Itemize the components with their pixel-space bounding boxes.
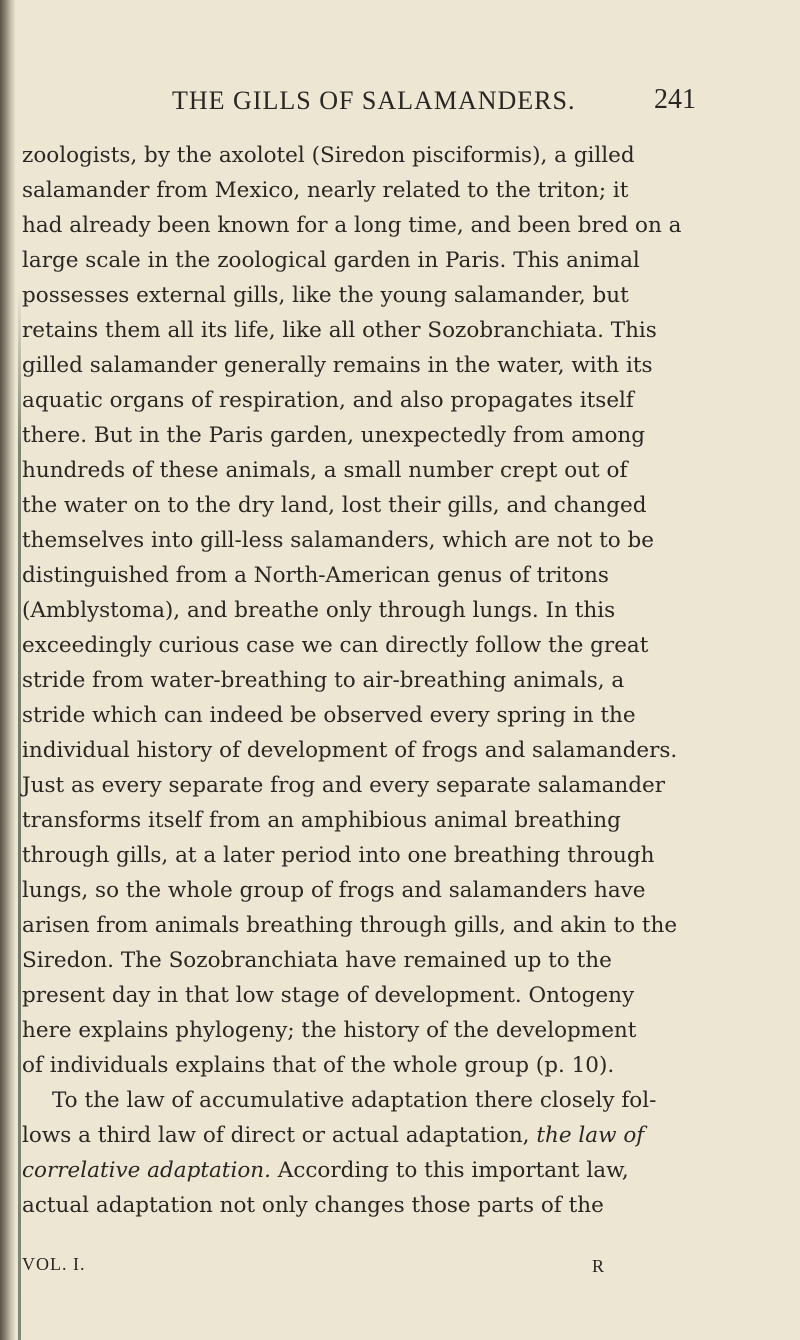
running-title: THE GILLS OF SALAMANDERS. [172, 86, 576, 115]
volume-mark: VOL. I. [22, 1254, 86, 1274]
running-head [22, 84, 792, 124]
text-line: actual adaptation not only changes those parts of the [22, 1193, 604, 1218]
signature-mark: R [592, 1256, 605, 1276]
text-line: large scale in the zoological garden in Paris. This animal [22, 248, 640, 273]
text-segment: lows a third law of direct or actual adaptation, [22, 1123, 530, 1148]
text-line-mixed [22, 1153, 792, 1188]
text-line: zoologists, by the axolotel (Siredon pisciformis), a gilled [22, 143, 635, 168]
text-line: individual history of development of frogs and salamanders. [22, 738, 678, 763]
page-number: 241 [654, 84, 696, 115]
text-line: arisen from animals breathing through gills, and akin to the [22, 913, 678, 938]
text-line: (Amblystoma), and breathe only through lungs. In this [22, 598, 616, 623]
binding-edge [18, 290, 21, 1340]
text-line: lungs, so the whole group of frogs and salamanders have [22, 878, 646, 903]
text-line: aquatic organs of respiration, and also propagates itself [22, 388, 634, 413]
text-line: of individuals explains that of the whole group (p. 10). [22, 1053, 615, 1078]
text-line: retains them all its life, like all other Sozobranchiata. This [22, 318, 657, 343]
paragraph-start-line: To the law of accumulative adaptation there closely fol- [52, 1088, 657, 1113]
text-line: possesses external gills, like the young salamander, but [22, 283, 629, 308]
binding-gutter-shadow [0, 0, 16, 1340]
text-line: present day in that low stage of development. Ontogeny [22, 983, 635, 1008]
text-line: the water on to the dry land, lost their gills, and changed [22, 493, 647, 518]
text-line: gilled salamander generally remains in the water, with its [22, 353, 653, 378]
text-line: distinguished from a North-American genus of tritons [22, 563, 609, 588]
page-footer [22, 1254, 792, 1284]
text-segment: According to this important law, [277, 1158, 629, 1183]
body-text [22, 138, 792, 1223]
text-line: there. But in the Paris garden, unexpectedly from among [22, 423, 646, 448]
text-line: transforms itself from an amphibious animal breathing [22, 808, 621, 833]
text-line: Siredon. The Sozobranchiata have remained up to the [22, 948, 612, 973]
text-line: exceedingly curious case we can directly follow the great [22, 633, 649, 658]
text-line: here explains phylogeny; the history of the development [22, 1018, 637, 1043]
text-line: through gills, at a later period into one breathing through [22, 843, 655, 868]
text-line: stride from water-breathing to air-breathing animals, a [22, 668, 625, 693]
text-line: Just as every separate frog and every separate salamander [22, 773, 666, 798]
text-line: stride which can indeed be observed every spring in the [22, 703, 636, 728]
text-line: had already been known for a long time, and been bred on a [22, 213, 682, 238]
italic-phrase: the law of [536, 1123, 645, 1148]
text-line-mixed [22, 1118, 792, 1153]
text-line: salamander from Mexico, nearly related to the triton; it [22, 178, 629, 203]
italic-phrase: correlative adaptation. [22, 1158, 271, 1183]
text-line: hundreds of these animals, a small number crept out of [22, 458, 628, 483]
text-line: themselves into gill-less salamanders, which are not to be [22, 528, 655, 553]
